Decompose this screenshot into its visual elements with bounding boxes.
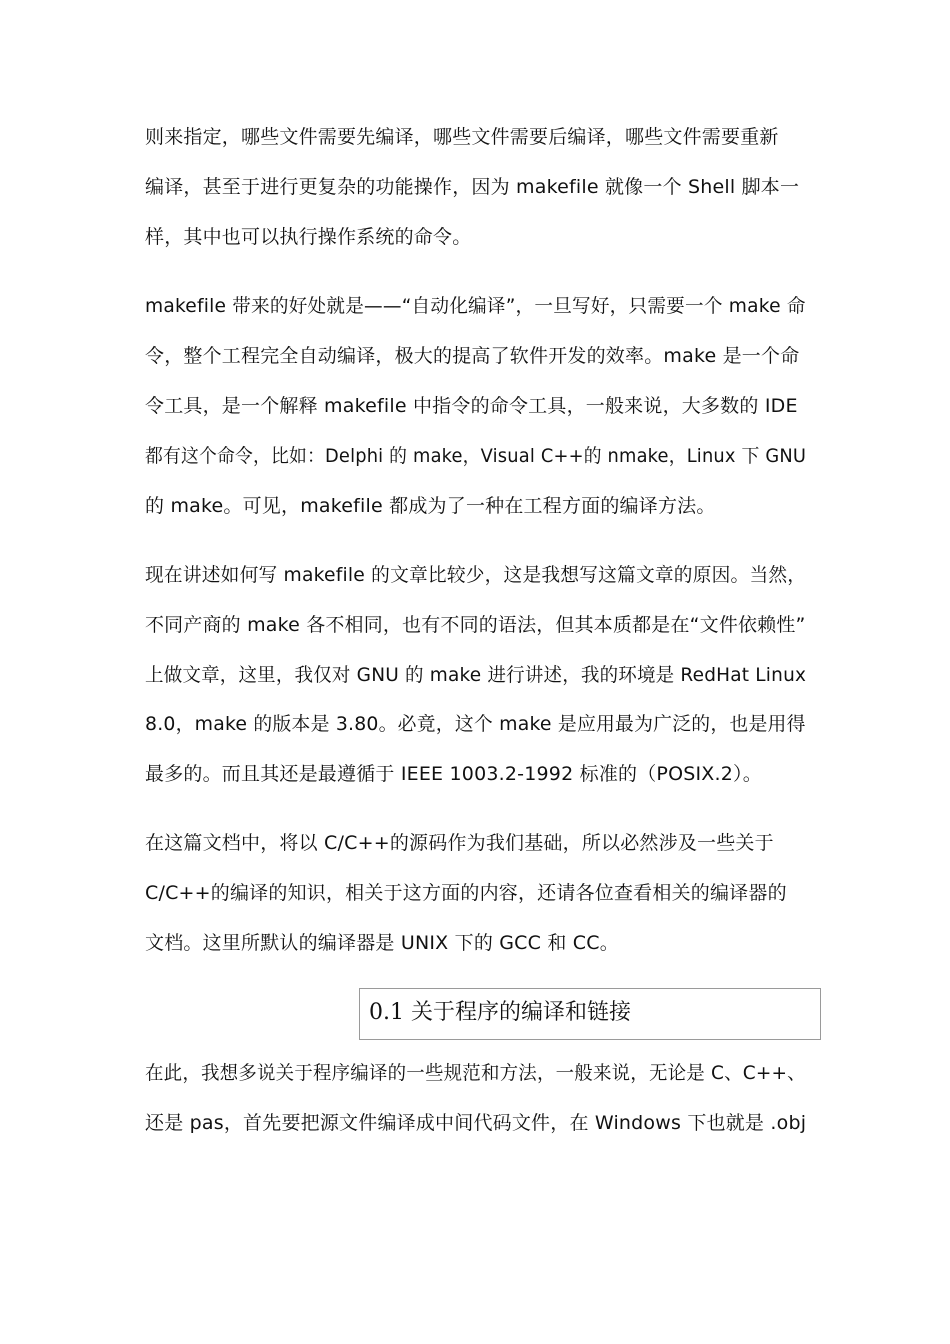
paragraph-2-line-3: 令工具，是一个解释 makefile 中指令的命令工具，一般来说，大多数的 IDE xyxy=(145,395,798,417)
paragraph-2-line-1: makefile 带来的好处就是——“自动化编译”，一旦写好，只需要一个 make 命 xyxy=(145,295,806,317)
section-paragraph-line-2: 还是 pas，首先要把源文件编译成中间代码文件，在 Windows 下也就是 .obj xyxy=(145,1112,807,1134)
paragraph-1-line-1: 则来指定，哪些文件需要先编译，哪些文件需要后编译，哪些文件需要重新 xyxy=(145,126,779,148)
section-heading: 0.1 关于程序的编译和链接 xyxy=(369,1000,631,1025)
paragraph-2-line-4: 都有这个命令，比如：Delphi 的 make，Visual C++的 nmake，Linux 下 GNU xyxy=(145,445,807,467)
paragraph-3-line-1: 现在讲述如何写 makefile 的文章比较少，这是我想写这篇文章的原因。当然， xyxy=(145,564,807,586)
paragraph-2-line-5: 的 make。可见，makefile 都成为了一种在工程方面的编译方法。 xyxy=(145,495,716,517)
paragraph-3-line-5: 最多的。而且其还是最遵循于 IEEE 1003.2-1992 标准的（POSIX.2）。 xyxy=(145,763,762,785)
paragraph-2-line-2: 令，整个工程完全自动编译，极大的提高了软件开发的效率。make 是一个命 xyxy=(145,345,800,367)
paragraph-3-line-3: 上做文章，这里，我仅对 GNU 的 make 进行讲述，我的环境是 RedHat Linux xyxy=(145,664,807,686)
section-paragraph-line-1: 在此，我想多说关于程序编译的一些规范和方法，一般来说，无论是 C、C++、 xyxy=(145,1062,806,1084)
paragraph-4-line-3: 文档。这里所默认的编译器是 UNIX 下的 GCC 和 CC。 xyxy=(145,932,619,954)
paragraph-4-line-1: 在这篇文档中，将以 C/C++的源码作为我们基础，所以必然涉及一些关于 xyxy=(145,832,774,854)
paragraph-3-line-2: 不同产商的 make 各不相同，也有不同的语法，但其本质都是在“文件依赖性” xyxy=(145,614,806,636)
section-heading-box xyxy=(359,988,821,1040)
paragraph-3-line-4: 8.0，make 的版本是 3.80。必竟，这个 make 是应用最为广泛的，也是用得 xyxy=(145,713,806,735)
paragraph-1-line-3: 样，其中也可以执行操作系统的命令。 xyxy=(145,226,472,248)
paragraph-4-line-2: C/C++的编译的知识，相关于这方面的内容，还请各位查看相关的编译器的 xyxy=(145,882,787,904)
paragraph-1-line-2: 编译，甚至于进行更复杂的功能操作，因为 makefile 就像一个 Shell 脚本一 xyxy=(145,176,800,198)
